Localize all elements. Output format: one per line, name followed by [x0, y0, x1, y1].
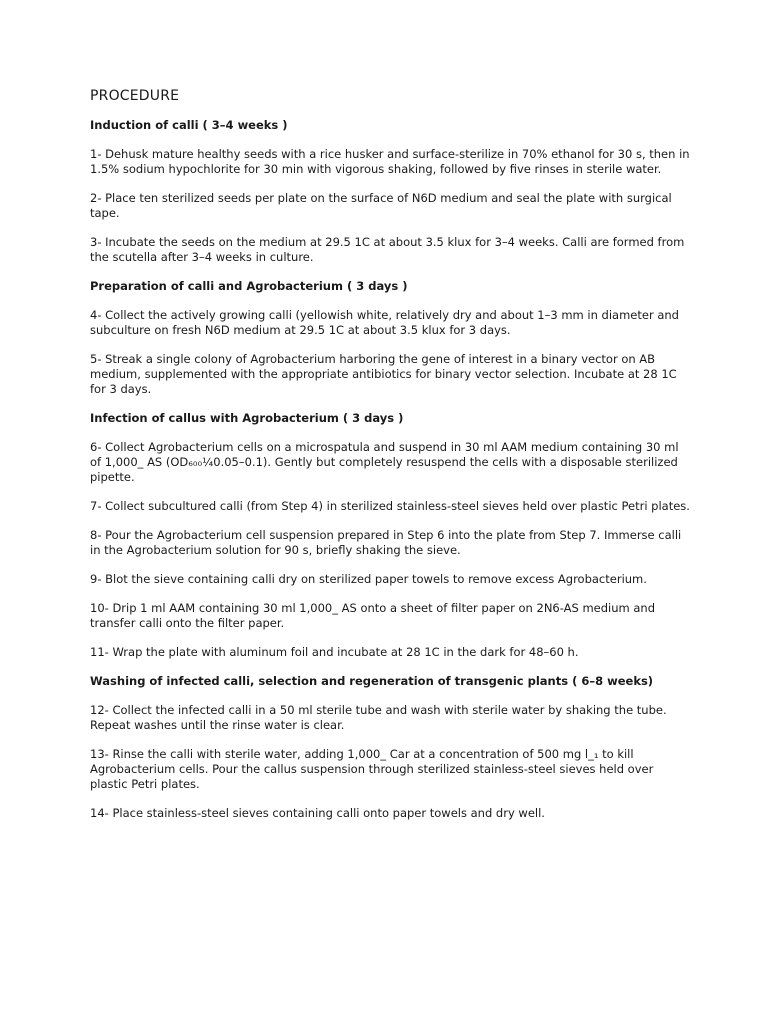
step-13: 13- Rinse the calli with sterile water, adding 1,000_ Car at a concentration of 500 mg l_₁ to kill Agrobacterium cells. Pour the callus suspension through sterilized stainless-steel sieves held over plastic Petri plates.: [90, 747, 654, 791]
document-page: [90, 88, 690, 835]
section-preparation: [90, 279, 690, 397]
step-11: 11- Wrap the plate with aluminum foil and incubate at 28 1C in the dark for 48–60 h.: [90, 645, 579, 659]
step-1: [90, 147, 690, 162]
step-10: 10- Drip 1 ml AAM containing 30 ml 1,000_ AS onto a sheet of filter paper on 2N6-AS medium and transfer calli onto the filter paper.: [90, 601, 656, 630]
step-2: 2- Place ten sterilized seeds per plate on the surface of N6D medium and seal the plate with surgical tape.: [90, 191, 672, 220]
step-5: 5- Streak a single colony of Agrobacterium harboring the gene of interest in a binary vector on AB medium, supplemented with the appropriate antibiotics for binary vector selection. Incubate at 28 1C for 3 days.: [90, 352, 677, 396]
section-heading: Washing of infected calli, selection and regeneration of transgenic plants ( 6–8 weeks): [90, 674, 654, 688]
step-6: 6- Collect Agrobacterium cells on a microspatula and suspend in 30 ml AAM medium containing 30 ml of 1,000_ AS (OD₆₀₀¼0.05–0.1). Gently but completely resuspend the cells with a disposable sterilized pipette.: [90, 440, 679, 484]
document-title: PROCEDURE: [90, 88, 180, 104]
step-9: 9- Blot the sieve containing calli dry on sterilized paper towels to remove excess Agrobacterium.: [90, 572, 647, 586]
section-washing: [90, 674, 690, 821]
step-12: 12- Collect the infected calli in a 50 ml sterile tube and wash with sterile water by shaking the tube. Repeat washes until the rinse water is clear.: [90, 703, 667, 732]
step-text: 1.5% sodium hypochlorite for 30 min with vigorous shaking, followed by five rinses in sterile water.: [90, 162, 662, 176]
section-heading: Infection of callus with Agrobacterium ( 3 days ): [90, 411, 404, 425]
step-4: 4- Collect the actively growing calli (yellowish white, relatively dry and about 1–3 mm in diameter and subculture on fresh N6D medium at 29.5 1C at about 3.5 klux for 3 days.: [90, 308, 679, 337]
section-infection: [90, 411, 690, 660]
step-7: 7- Collect subcultured calli (from Step 4) in sterilized stainless-steel sieves held over plastic Petri plates.: [90, 499, 690, 513]
step-3: 3- Incubate the seeds on the medium at 29.5 1C at about 3.5 klux for 3–4 weeks. Calli are formed from the scutella after 3–4 weeks in culture.: [90, 235, 685, 264]
section-heading: Preparation of calli and Agrobacterium ( 3 days ): [90, 279, 408, 293]
step-text: 1- Dehusk mature healthy seeds with a rice husker and surface-sterilize in 70% ethanol for 30 s, then in: [90, 147, 690, 161]
step-8: 8- Pour the Agrobacterium cell suspension prepared in Step 6 into the plate from Step 7. Immerse calli in the Agrobacterium solution for 90 s, briefly shaking the sieve.: [90, 528, 682, 557]
step-1-continued: [90, 162, 690, 177]
section-heading: Induction of calli ( 3–4 weeks ): [90, 118, 288, 132]
section-induction: [90, 118, 690, 265]
step-14: 14- Place stainless-steel sieves containing calli onto paper towels and dry well.: [90, 806, 545, 820]
